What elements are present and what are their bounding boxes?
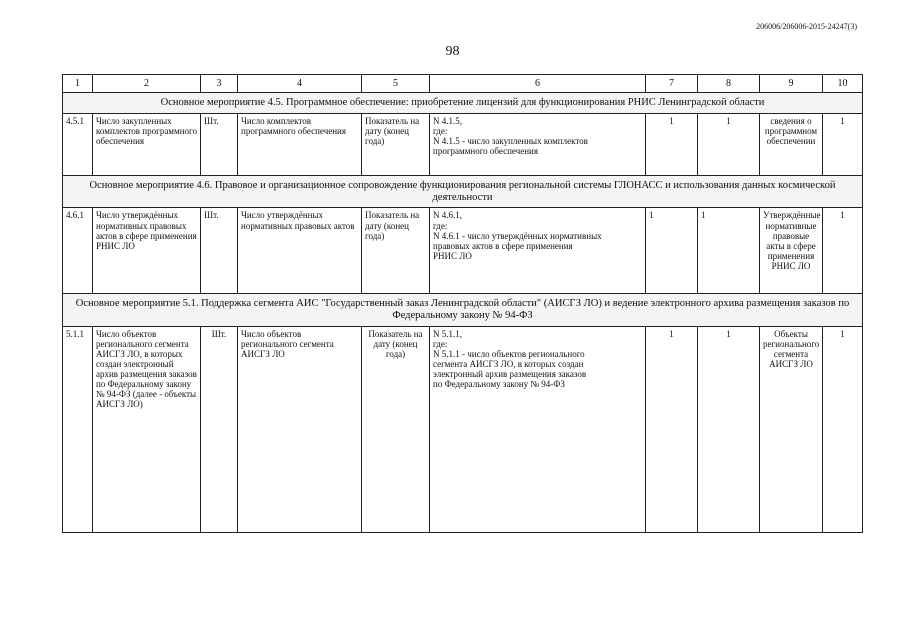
header-cell: 2 bbox=[93, 75, 201, 93]
value-cell: 1 bbox=[646, 113, 698, 175]
indicator-definition: Число утверждённых нормативных правовых актов bbox=[238, 208, 362, 294]
section-title: Основное мероприятие 4.6. Правовое и организационное сопровождение функционирования региональной системы ГЛОНАСС и использования данных космической деятельности bbox=[63, 175, 863, 208]
formula-line: по Федеральному закону № 94-ФЗ bbox=[433, 379, 565, 390]
value-cell: 1 bbox=[698, 208, 760, 294]
value-cell: 1 bbox=[698, 113, 760, 175]
header-cell: 1 bbox=[63, 75, 93, 93]
formula-line: РНИС ЛО bbox=[433, 250, 472, 261]
unit-cell: Шт. bbox=[201, 208, 238, 294]
section-row bbox=[63, 175, 863, 208]
formula-line: электронный архив размещения заказов bbox=[433, 369, 587, 380]
value-cell: 1 bbox=[823, 113, 863, 175]
page-number: 98 bbox=[445, 44, 460, 59]
formula-line: N 4.1.5, bbox=[433, 115, 462, 126]
value-cell: 1 bbox=[823, 326, 863, 532]
header-cell: 7 bbox=[646, 75, 698, 93]
formula-line: N 4.6.1, bbox=[433, 210, 462, 221]
unit-cell: Шт. bbox=[201, 326, 238, 532]
source-cell: сведения о программном обеспечении bbox=[760, 113, 823, 175]
header-cell: 6 bbox=[430, 75, 646, 93]
indicators-table bbox=[62, 74, 863, 533]
row-number: 4.5.1 bbox=[63, 113, 93, 175]
section-row bbox=[63, 294, 863, 327]
formula-line: N 4.1.5 - число закупленных комплектов bbox=[433, 136, 588, 147]
formula-line: N 5.1.1 - число объектов регионального bbox=[433, 349, 585, 360]
source-cell: Утверждённые нормативные правовые акты в сфере применения РНИС ЛО bbox=[760, 208, 823, 294]
document-id: 206006/206006-2015-24247(3) bbox=[756, 22, 857, 31]
indicator-name: Число утверждённых нормативных правовых актов в сфере применения РНИС ЛО bbox=[93, 208, 201, 294]
formula-line: где: bbox=[433, 126, 448, 137]
period-cell: Показатель на дату (конец года) bbox=[362, 113, 430, 175]
formula-line: правовых актов в сфере применения bbox=[433, 240, 573, 251]
value-cell: 1 bbox=[646, 208, 698, 294]
formula-cell bbox=[430, 208, 646, 294]
formula-line: где: bbox=[433, 339, 448, 350]
header-cell: 9 bbox=[760, 75, 823, 93]
formula-line: сегмента АИСГЗ ЛО, в которых создан bbox=[433, 359, 584, 370]
formula-cell bbox=[430, 326, 646, 532]
formula-line: N 5.1.1, bbox=[433, 328, 462, 339]
table-row bbox=[63, 208, 863, 294]
header-cell: 5 bbox=[362, 75, 430, 93]
indicator-definition: Число объектов регионального сегмента АИСГЗ ЛО bbox=[238, 326, 362, 532]
table-row bbox=[63, 113, 863, 175]
period-cell: Показатель на дату (конец года) bbox=[362, 208, 430, 294]
formula-line: программного обеспечения bbox=[433, 146, 538, 157]
value-cell: 1 bbox=[646, 326, 698, 532]
formula-cell bbox=[430, 113, 646, 175]
indicator-definition: Число комплектов программного обеспечения bbox=[238, 113, 362, 175]
source-cell: Объекты регионального сегмента АИСГЗ ЛО bbox=[760, 326, 823, 532]
header-cell: 3 bbox=[201, 75, 238, 93]
unit-cell: Шт. bbox=[201, 113, 238, 175]
table-row bbox=[63, 326, 863, 532]
header-cell: 8 bbox=[698, 75, 760, 93]
indicator-name: Число объектов регионального сегмента АИСГЗ ЛО, в которых создан электронный архив размещения заказов по Федеральному закону № 94-ФЗ (далее - объекты АИСГЗ ЛО) bbox=[93, 326, 201, 532]
row-number: 4.6.1 bbox=[63, 208, 93, 294]
section-title: Основное мероприятие 5.1. Поддержка сегмента АИС "Государственный заказ Ленинградской области" (АИСГЗ ЛО) и ведение электронного архива размещения заказов по Федеральному закону № 94-ФЗ bbox=[63, 294, 863, 327]
value-cell: 1 bbox=[823, 208, 863, 294]
indicator-name: Число закупленных комплектов программного обеспечения bbox=[93, 113, 201, 175]
section-title: Основное мероприятие 4.5. Программное обеспечение: приобретение лицензий для функционирования РНИС Ленинградской области bbox=[63, 93, 863, 114]
row-number: 5.1.1 bbox=[63, 326, 93, 532]
value-cell: 1 bbox=[698, 326, 760, 532]
section-row bbox=[63, 93, 863, 114]
header-row bbox=[63, 75, 863, 93]
header-cell: 4 bbox=[238, 75, 362, 93]
header-cell: 10 bbox=[823, 75, 863, 93]
formula-line: где: bbox=[433, 220, 448, 231]
formula-line: N 4.6.1 - число утверждённых нормативных bbox=[433, 230, 602, 241]
period-cell: Показатель на дату (конец года) bbox=[362, 326, 430, 532]
